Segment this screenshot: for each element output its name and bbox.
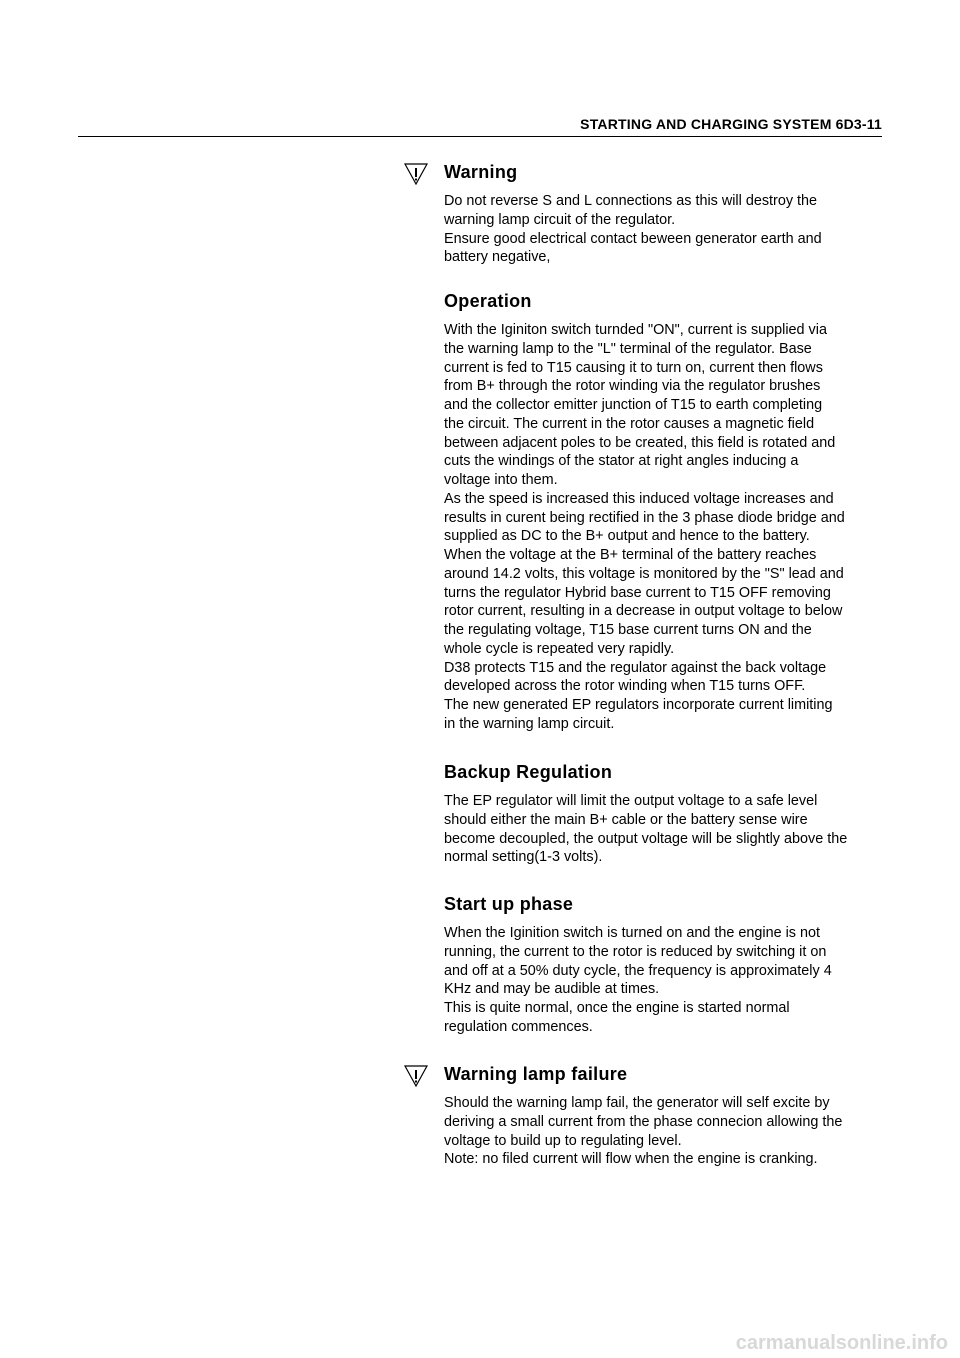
section-title: Start up phase xyxy=(444,894,574,914)
section-warning-lamp-failure xyxy=(444,1062,886,1169)
section-start-up-phase xyxy=(444,892,886,1037)
page-header: STARTING AND CHARGING SYSTEM 6D3-11 xyxy=(580,116,882,132)
section-body: Do not reverse S and L connections as this will destroy the warning lamp circuit of the regulator. Ensure good electrical contact beween generator earth and battery negative, xyxy=(444,193,822,266)
section-body: When the Iginition switch is turned on and the engine is not running, the current to the rotor is reduced by switching it on and off at a 50% duty cycle, the frequency is approximately 4 KHz and may be audible at times. This is quite normal, once the engine is started normal regulation commences. xyxy=(444,925,832,1035)
header-divider xyxy=(78,136,882,137)
section-backup-regulation xyxy=(444,760,886,867)
section-title: Operation xyxy=(444,291,532,311)
section-body: Should the warning lamp fail, the generator will self excite by deriving a small current from the phase connecion allowing the voltage to build up to regulating level. Note: no filed current will flow when the engine is cranking. xyxy=(444,1095,843,1168)
section-body: The EP regulator will limit the output voltage to a safe level should either the main B+ cable or the battery sense wire become decoupled, the output voltage will be slightly above the normal setting(1-3 volts). xyxy=(444,793,848,866)
warning-triangle-icon xyxy=(404,1065,428,1087)
warning-triangle-icon xyxy=(404,163,428,185)
section-warning xyxy=(444,160,886,267)
section-title: Backup Regulation xyxy=(444,762,613,782)
section-title: Warning xyxy=(444,162,518,182)
section-body: With the Iginiton switch turnded "ON", current is supplied via the warning lamp to the "L" terminal of the regulator. Base current is fed to T15 causing it to turn on, current then flows from B+ through the rotor winding via the regulator brushes and the collector emitter junction of T15 to earth completing the circuit. The current in the rotor causes a magnetic field between adjacent poles to be created, this field is rotated and cuts the windings of the stator at right angles inducing a voltage into them. As the speed is increased this induced voltage increases and results in curent being rectified in the 3 phase diode bridge and supplied as DC to the B+ output and hence to the battery. When the voltage at the B+ terminal of the battery reaches around 14.2 volts, this voltage is monitored by the "S" lead and turns the regulator Hybrid base current to T15 OFF removing rotor current, resulting in a decrease in output voltage to below the regulating voltage, T15 base current turns ON and the whole cycle is repeated very rapidly. D38 protects T15 and the regulator against the back voltage developed across the rotor winding when T15 turns OFF. The new generated EP regulators incorporate current limiting in the warning lamp circuit. xyxy=(444,322,845,732)
section-title: Warning lamp failure xyxy=(444,1064,628,1084)
watermark-text: carmanualsonline.info xyxy=(735,1332,948,1354)
section-operation xyxy=(444,289,886,734)
